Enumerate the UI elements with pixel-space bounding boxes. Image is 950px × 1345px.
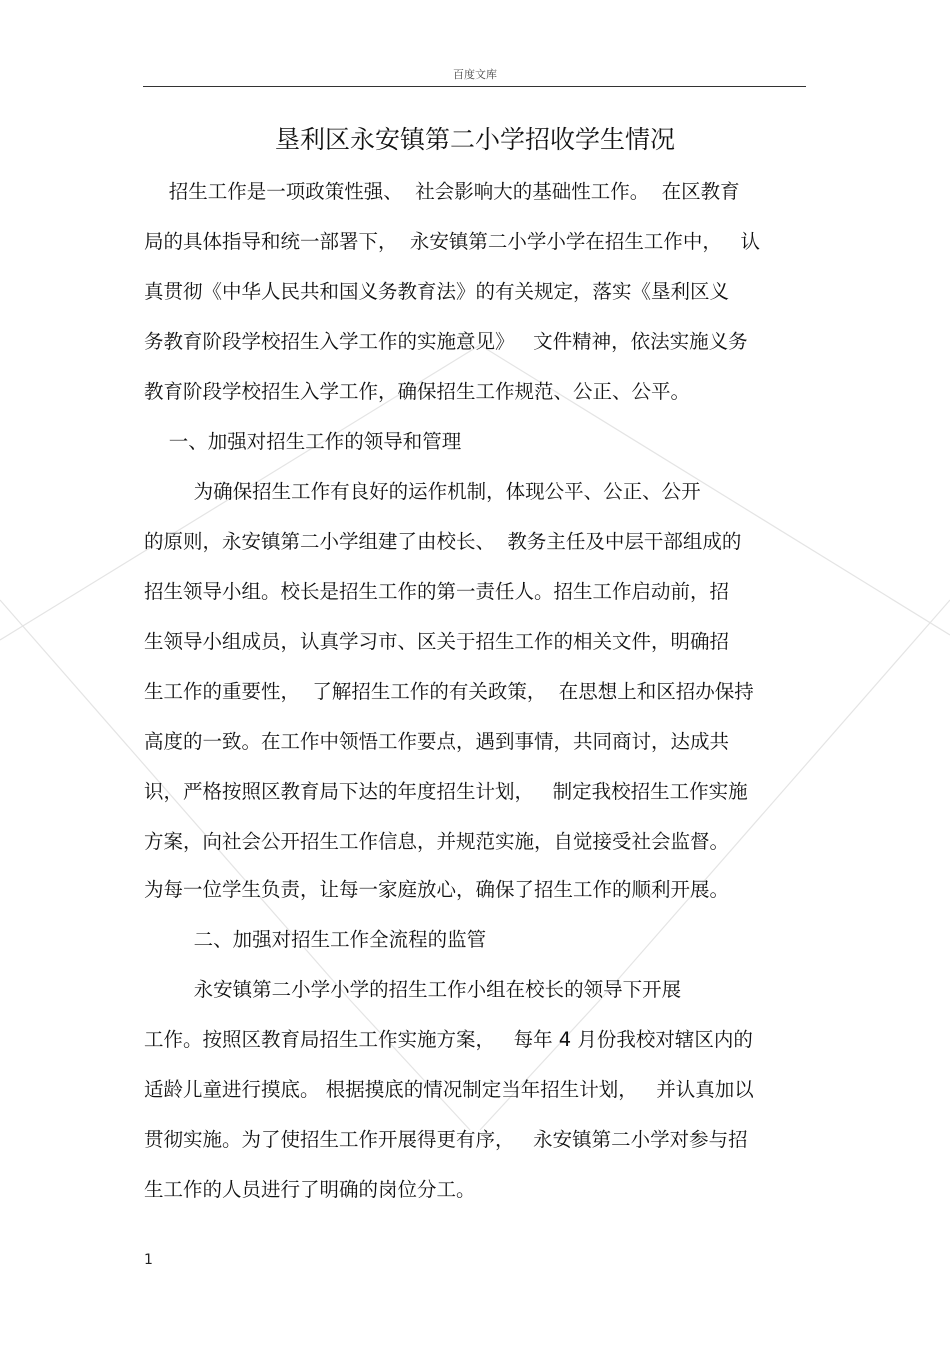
body-line: 务教育阶段学校招生入学工作的实施意见》 文件精神，依法实施义务 [144, 330, 748, 353]
document-title: 垦利区永安镇第二小学招收学生情况 [274, 125, 675, 154]
body-line: 识，严格按照区教育局下达的年度招生计划， 制定我校招生工作实施 [144, 780, 748, 803]
body-line: 生领导小组成员，认真学习市、区关于招生工作的相关文件，明确招 [144, 630, 730, 653]
body-line: 工作。按照区教育局招生工作实施方案， 每年 4 月份我校对辖区内的 [144, 1028, 753, 1051]
body-line: 真贯彻《中华人民共和国义务教育法》的有关规定，落实《垦利区义 [144, 280, 730, 303]
body-line: 招生领导小组。校长是招生工作的第一责任人。招生工作启动前，招 [144, 580, 730, 603]
header-divider [143, 86, 806, 87]
body-line: 贯彻实施。为了使招生工作开展得更有序， 永安镇第二小学对参与招 [144, 1128, 748, 1151]
section-heading: 二、加强对招生工作全流程的监管 [144, 928, 487, 951]
body-line: 生工作的重要性， 了解招生工作的有关政策， 在思想上和区招办保持 [144, 680, 754, 703]
body-line: 方案，向社会公开招生工作信息，并规范实施，自觉接受社会监督。 [144, 830, 730, 853]
section-heading: 一、加强对招生工作的领导和管理 [144, 430, 462, 453]
header-label: 百度文库 [453, 68, 497, 81]
body-line: 高度的一致。在工作中领悟工作要点，遇到事情，共同商讨，达成共 [144, 730, 730, 753]
body-line: 为确保招生工作有良好的运作机制，体现公平、公正、公开 [144, 480, 701, 503]
body-line: 生工作的人员进行了明确的岗位分工。 [144, 1178, 476, 1201]
body-line: 永安镇第二小学小学的招生工作小组在校长的领导下开展 [144, 978, 682, 1001]
page-number: 1 [144, 1252, 153, 1268]
body-line: 招生工作是一项政策性强、 社会影响大的基础性工作。 在区教育 [144, 180, 740, 203]
body-line: 为每一位学生负责，让每一家庭放心，确保了招生工作的顺利开展。 [144, 878, 730, 901]
body-line: 适龄儿童进行摸底。 根据摸底的情况制定当年招生计划， 并认真加以 [144, 1078, 754, 1101]
body-line: 教育阶段学校招生入学工作，确保招生工作规范、公正、公平。 [144, 380, 691, 403]
body-line: 局的具体指导和统一部署下， 永安镇第二小学小学在招生工作中， 认 [144, 230, 760, 253]
body-line: 的原则，永安镇第二小学组建了由校长、 教务主任及中层干部组成的 [144, 530, 742, 553]
